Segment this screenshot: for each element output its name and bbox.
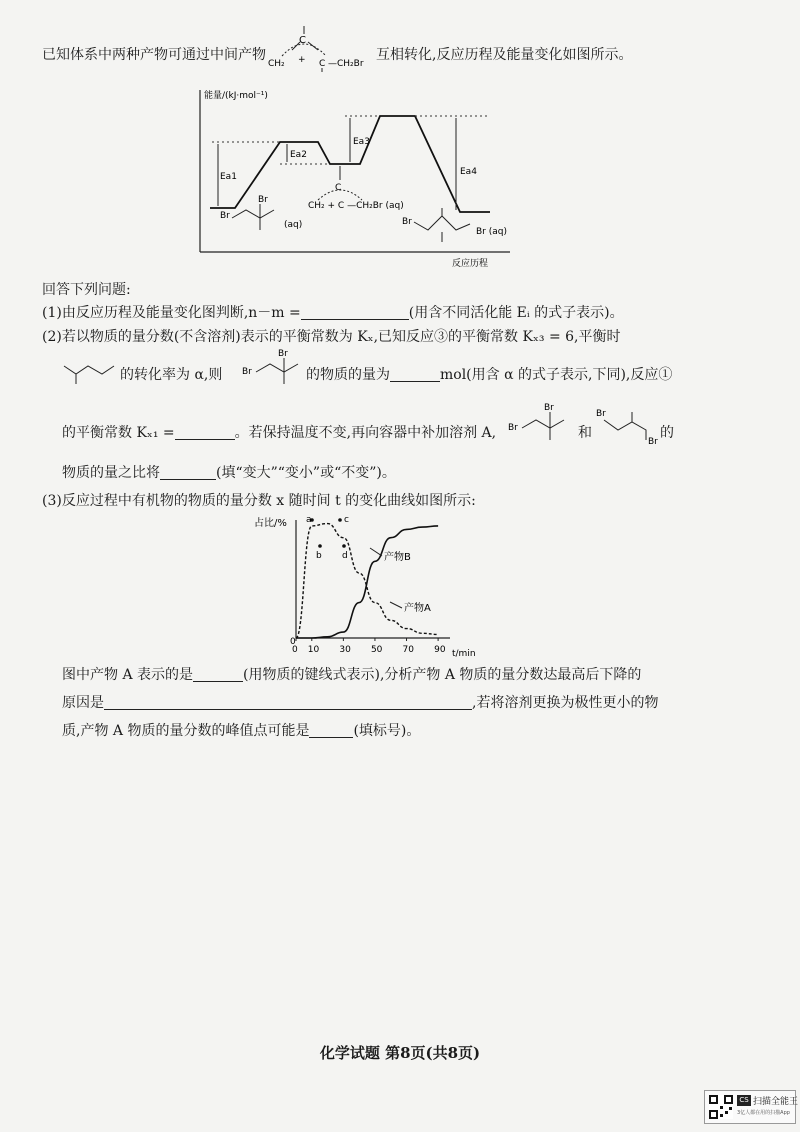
intro-text-after: 互相转化,反应历程及能量变化如图所示。 bbox=[376, 47, 633, 63]
point-c-marker bbox=[338, 518, 342, 522]
cs-logo-icon: CS bbox=[737, 1095, 751, 1106]
point-c-label: c bbox=[344, 515, 349, 525]
point-b-label: b bbox=[316, 551, 322, 561]
svg-text:Br: Br bbox=[278, 349, 288, 359]
isoprene-structure bbox=[62, 356, 118, 386]
xtick-label-50: 50 bbox=[370, 645, 383, 655]
q2-line1: (2)若以物质的量分数(不含溶剂)表示的平衡常数为 Kₓ,已知反应③的平衡常数 Kₓ₃ = 6,平衡时 bbox=[42, 329, 621, 345]
left-product-structure bbox=[220, 195, 302, 230]
point-d-marker bbox=[342, 544, 346, 548]
svg-text:C: C bbox=[335, 183, 342, 193]
energy-ylabel: 能量/(kJ·mol⁻¹) bbox=[204, 91, 268, 101]
ea1-label: Ea1 bbox=[220, 172, 237, 182]
svg-text:Br: Br bbox=[242, 367, 252, 377]
svg-text:(aq): (aq) bbox=[284, 220, 303, 230]
xtick-label-30: 30 bbox=[339, 645, 351, 655]
series-a-pointer bbox=[390, 602, 402, 608]
q3-product-a-blank[interactable] bbox=[193, 667, 243, 682]
point-b-marker bbox=[318, 544, 322, 548]
energy-diagram bbox=[190, 84, 530, 276]
time-chart-ylabel: 占比/% bbox=[254, 518, 287, 529]
qr-code-icon bbox=[709, 1095, 733, 1119]
dibromide-12-structure bbox=[240, 346, 306, 386]
intermediate-structure bbox=[308, 166, 404, 211]
xtick-label-70: 70 bbox=[402, 645, 414, 655]
svg-text:Br: Br bbox=[596, 409, 606, 419]
q1-line bbox=[42, 304, 624, 322]
q2-line3a: 的平衡常数 Kₓ₁ = bbox=[62, 425, 175, 441]
ea4-label: Ea4 bbox=[460, 167, 477, 177]
svg-text:Br: Br bbox=[220, 211, 230, 221]
q2-line2c: mol(用含 α 的式子表示,下同),反应① bbox=[440, 367, 673, 383]
svg-text:Br: Br bbox=[402, 217, 412, 227]
q3-line3 bbox=[62, 694, 658, 712]
xtick-label-90: 90 bbox=[434, 645, 446, 655]
allyl-intermediate-structure bbox=[262, 24, 382, 72]
scanner-badge bbox=[704, 1090, 799, 1124]
q3-line3b: ,若将溶剂更换为极性更小的物 bbox=[472, 695, 659, 711]
ea3-label: Ea3 bbox=[353, 137, 370, 147]
intro-text-before: 已知体系中两种产物可通过中间产物 bbox=[42, 47, 266, 63]
q2-of: 的 bbox=[660, 425, 674, 441]
svg-text:—CH₂Br: —CH₂Br bbox=[328, 59, 364, 69]
q2-kx1-blank[interactable] bbox=[175, 425, 235, 440]
point-d-label: d bbox=[342, 551, 348, 561]
svg-text:CH₂ + C —CH₂Br (aq): CH₂ + C —CH₂Br (aq) bbox=[308, 201, 404, 211]
time-chart bbox=[250, 512, 510, 660]
q2-and: 和 bbox=[578, 425, 592, 441]
q3-line2b: (用物质的键线式表示),分析产物 A 物质的量分数达最高后下降的 bbox=[243, 667, 642, 683]
svg-text:+: + bbox=[298, 55, 306, 65]
q2-moles-blank[interactable] bbox=[390, 367, 440, 382]
q2-line4b: (填“变大”“变小”或“不变”)。 bbox=[216, 465, 396, 481]
q2-line2-rest bbox=[306, 366, 672, 384]
svg-text:C: C bbox=[319, 59, 326, 69]
svg-text:Br: Br bbox=[258, 195, 268, 205]
q3-line1: (3)反应过程中有机物的物质的量分数 x 随时间 t 的变化曲线如图所示: bbox=[42, 493, 476, 509]
svg-text:CH₂: CH₂ bbox=[268, 59, 285, 69]
q2-line3b: 。若保持温度不变,再向容器中补加溶剂 A, bbox=[234, 425, 497, 441]
svg-text:Br: Br bbox=[544, 403, 554, 413]
svg-text:Br: Br bbox=[648, 437, 658, 446]
dibromide-14-structure bbox=[594, 404, 660, 446]
q3-line2a: 图中产物 A 表示的是 bbox=[62, 667, 194, 683]
time-chart-xticks bbox=[292, 638, 446, 655]
q3-line4a: 质,产物 A 物质的量分数的峰值点可能是 bbox=[62, 723, 310, 739]
q2-line2b: 的物质的量为 bbox=[306, 367, 390, 383]
svg-text:Br (aq): Br (aq) bbox=[476, 227, 507, 237]
q2-line4a: 物质的量之比将 bbox=[62, 465, 160, 481]
series-b-line bbox=[296, 526, 438, 638]
q3-peak-blank[interactable] bbox=[309, 723, 353, 738]
q1-tail: (用含不同活化能 Eᵢ 的式子表示)。 bbox=[408, 305, 624, 321]
svg-text:Br: Br bbox=[508, 423, 518, 433]
page-footer: 化学试题 第8页(共8页) bbox=[319, 1044, 481, 1062]
svg-text:C: C bbox=[299, 35, 306, 46]
xtick-label-0: 0 bbox=[292, 645, 298, 655]
q1-answer-blank[interactable] bbox=[301, 305, 409, 320]
series-b-label: 产物B bbox=[384, 552, 411, 563]
q2-ratio-blank[interactable] bbox=[160, 465, 216, 480]
q2-line3 bbox=[62, 424, 496, 442]
q2-line4 bbox=[62, 464, 396, 482]
series-a-label: 产物A bbox=[404, 603, 431, 614]
q3-line4b: (填标号)。 bbox=[353, 723, 421, 739]
time-chart-xlabel: t/min bbox=[452, 649, 476, 659]
dibromide-12-structure-2 bbox=[506, 400, 576, 442]
q2-line2a: 的转化率为 α,则 bbox=[120, 367, 223, 383]
q3-reason-blank[interactable] bbox=[104, 695, 472, 710]
badge-title: 扫描全能王 bbox=[753, 1097, 799, 1107]
time-chart-origin: 0 bbox=[290, 637, 296, 647]
point-a-label: a bbox=[306, 515, 312, 525]
badge-subtitle: 3亿人都在用的扫描App bbox=[737, 1110, 790, 1116]
q3-line3a: 原因是 bbox=[62, 695, 104, 711]
series-b-pointer bbox=[370, 548, 382, 556]
q2-line2 bbox=[120, 366, 222, 384]
answer-heading: 回答下列问题: bbox=[42, 282, 131, 298]
energy-xlabel: 反应历程 bbox=[452, 259, 489, 269]
xtick-label-10: 10 bbox=[307, 645, 320, 655]
ea2-label: Ea2 bbox=[290, 150, 307, 160]
right-product-structure bbox=[402, 208, 507, 242]
q3-line4 bbox=[62, 722, 420, 740]
q1-text: (1)由反应历程及能量变化图判断,n－m = bbox=[42, 305, 301, 321]
q3-line2 bbox=[62, 666, 641, 684]
